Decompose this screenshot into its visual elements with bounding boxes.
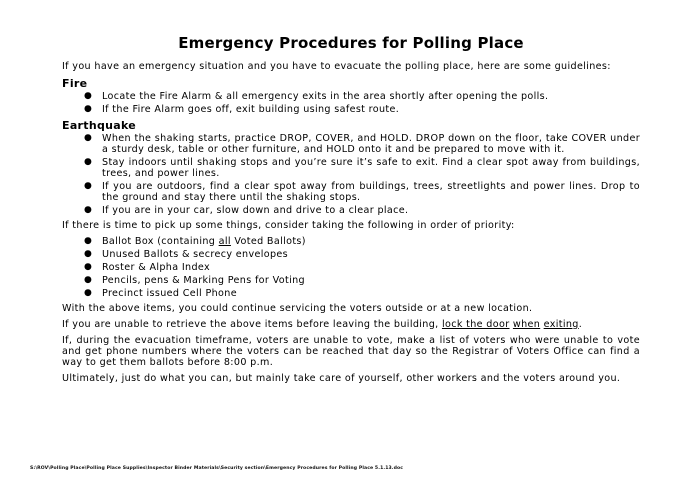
ultimately-paragraph: Ultimately, just do what you can, but mainly take care of yourself, other workers and the voters around you.	[62, 373, 621, 384]
bullet-icon: ●	[84, 262, 93, 272]
bullet-icon: ●	[84, 249, 93, 259]
earthquake-heading: Earthquake	[62, 119, 137, 132]
fire-heading: Fire	[62, 77, 88, 90]
bullet-icon: ●	[84, 157, 93, 167]
bullet-icon: ●	[84, 205, 93, 215]
intro-paragraph: If you have an emergency situation and you have to evacuate the polling place, here are some guidelines:	[62, 61, 611, 72]
file-path-footer: S:\ROV\Polling Place\Polling Place Supplies\Inspector Binder Materials\Security section\Emergency Procedures for Polling Place 5.1.13.doc	[30, 466, 404, 471]
list-item: ● If you are in your car, slow down and drive to a clear place.	[84, 205, 409, 216]
bullet-icon: ●	[84, 133, 93, 143]
list-item: ● Unused Ballots & secrecy envelopes	[84, 249, 289, 260]
list-item: ● If you are outdoors, find a clear spot away from buildings, trees, streetlights and power lines. Drop to the ground and stay there until the shaking stops.	[84, 181, 640, 203]
bullet-icon: ●	[84, 236, 93, 246]
list-item: ● Precinct issued Cell Phone	[84, 288, 237, 299]
bullet-icon: ●	[84, 91, 93, 101]
page-title: Emergency Procedures for Polling Place	[178, 34, 524, 52]
bullet-icon: ●	[84, 104, 93, 114]
list-item: ● Locate the Fire Alarm & all emergency exits in the area shortly after opening the polls.	[84, 91, 549, 102]
unable-paragraph: If you are unable to retrieve the above items before leaving the building, lock the door when exiting.	[62, 319, 583, 330]
continue-paragraph: With the above items, you could continue servicing the voters outside or at a new location.	[62, 303, 533, 314]
priority-list	[62, 236, 640, 299]
fire-list	[62, 91, 640, 115]
earthquake-list	[62, 133, 640, 216]
bullet-icon: ●	[84, 181, 93, 191]
list-item: ● Ballot Box (containing all Voted Ballots)	[84, 236, 306, 247]
priority-intro: If there is time to pick up some things, consider taking the following in order of priority:	[62, 220, 515, 231]
document-page	[62, 34, 640, 389]
list-item: ● Stay indoors until shaking stops and you’re sure it’s safe to exit. Find a clear spot away from buildings, trees, and power lines.	[84, 157, 640, 179]
voters-paragraph: If, during the evacuation timeframe, voters are unable to vote, make a list of voters who were unable to vote and get phone numbers where the voters can be reached that day so the Registrar of Voters Office can find a way to get them ballots before 8:00 p.m.	[62, 335, 640, 368]
list-item: ● If the Fire Alarm goes off, exit building using safest route.	[84, 104, 400, 115]
bullet-icon: ●	[84, 275, 93, 285]
list-item: ● Roster & Alpha Index	[84, 262, 211, 273]
list-item: ● When the shaking starts, practice DROP, COVER, and HOLD. DROP down on the floor, take COVER under a sturdy desk, table or other furniture, and HOLD onto it and be prepared to move with it.	[84, 133, 640, 155]
list-item: ● Pencils, pens & Marking Pens for Voting	[84, 275, 305, 286]
bullet-icon: ●	[84, 288, 93, 298]
